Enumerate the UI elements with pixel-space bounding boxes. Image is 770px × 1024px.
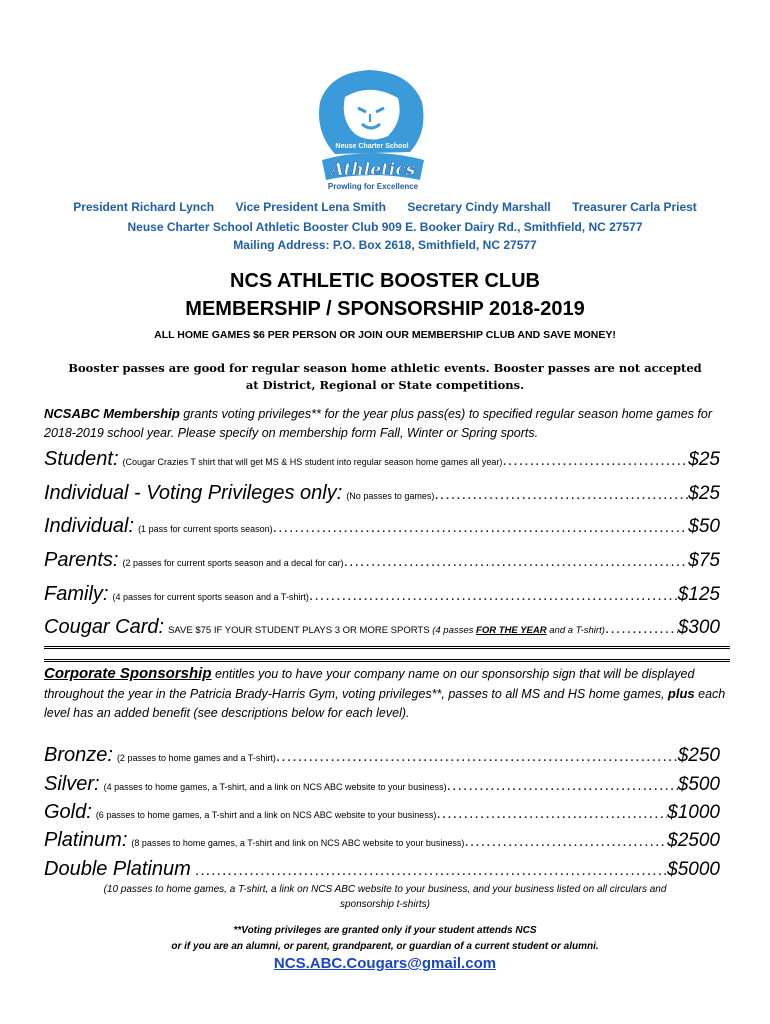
dot-leader [309, 587, 678, 605]
sponsor-bronze [44, 744, 720, 767]
tier-parents [44, 549, 720, 572]
tier-label: Individual - Voting Privileges only: [44, 482, 343, 504]
dot-leader [434, 486, 688, 504]
sponsor-gold [44, 801, 720, 824]
contact-email-link[interactable]: NCS.ABC.Cougars@gmail.com [273, 955, 497, 972]
membership-intro-bold: NCSABC Membership [44, 406, 180, 421]
sponsor-label: Platinum: [44, 829, 128, 851]
sponsor-label: Silver: [44, 773, 100, 795]
sponsor-price: $5000 [667, 859, 720, 880]
corporate-intro-plus: plus [667, 686, 695, 701]
voting-note [0, 923, 770, 955]
sponsor-label: Gold: [44, 801, 92, 823]
page-title: NCS ATHLETIC BOOSTER CLUB [230, 270, 540, 292]
officer-secretary: Secretary Cindy Marshall [407, 200, 551, 214]
athletics-logo [300, 62, 445, 192]
mailing-address: Mailing Address: P.O. Box 2618, Smithfield, NC 27577 [233, 238, 537, 252]
tier-detail: (1 pass for current sports season) [138, 524, 273, 534]
sponsor-double-platinum [44, 858, 720, 881]
booster-pass-note: Booster passes are good for regular season home athletic events. Booster passes are not accepted at District, Regional or State competitions. [68, 361, 702, 392]
sponsor-detail: (8 passes to home games, a T-shirt and link on NCS ABC website to your business) [131, 838, 465, 848]
cougar-detail-b: (4 passes [432, 625, 477, 636]
corporate-intro-text-1: entitles you to have your company name on our sponsorship sign that will be displayed throughout the year in the Patricia Brady-Harris Gym, voting privileges**, passes to all MS and HS home games, [44, 667, 695, 701]
tier-detail [168, 625, 605, 636]
tier-price: $25 [688, 449, 720, 470]
tier-price: $25 [688, 483, 720, 504]
sponsor-label: Bronze: [44, 744, 113, 766]
sponsor-price: $2500 [667, 830, 720, 851]
voting-note-line-1: **Voting privileges are granted only if your student attends NCS [233, 925, 537, 936]
officers-line [0, 200, 770, 214]
sponsor-detail: (2 passes to home games and a T-shirt) [116, 753, 276, 763]
sponsor-price: $250 [677, 745, 720, 766]
corporate-intro [44, 664, 734, 723]
home-games-notice: ALL HOME GAMES $6 PER PERSON OR JOIN OUR MEMBERSHIP CLUB AND SAVE MONEY! [154, 329, 616, 341]
dot-leader [273, 519, 689, 537]
corporate-intro-text-2: each level has an added benefit (see descriptions below for each level). [44, 687, 726, 720]
sponsor-detail: (6 passes to home games, a T-shirt and a link on NCS ABC website to your business) [95, 810, 437, 820]
tier-detail: (No passes to games) [346, 491, 435, 501]
cougar-detail-c: and a T-shirt) [546, 625, 605, 636]
dot-leader [436, 805, 667, 823]
page-subtitle-title: MEMBERSHIP / SPONSORSHIP 2018-2019 [185, 298, 585, 320]
tier-individual-voting [44, 482, 720, 505]
tier-label: Cougar Card: [44, 616, 165, 638]
membership-intro-text: grants voting privileges** for the year plus pass(es) to specified regular season home games for 2018-2019 school year. Please specify on membership form Fall, Winter or Spring sports. [44, 407, 713, 440]
club-address: Neuse Charter School Athletic Booster Club 909 E. Booker Dairy Rd., Smithfield, NC 27577 [127, 220, 643, 234]
tier-price: $125 [677, 584, 720, 605]
cougar-detail-a: SAVE $75 IF YOUR STUDENT PLAYS 3 OR MORE SPORTS [168, 625, 430, 636]
dot-leader [605, 620, 678, 638]
officer-president: President Richard Lynch [73, 200, 215, 214]
membership-intro [44, 404, 734, 443]
tier-cougar-card [44, 616, 720, 639]
tier-individual [44, 515, 720, 538]
cougar-detail-emph: FOR THE YEAR [476, 625, 547, 636]
tier-price: $50 [688, 516, 720, 537]
dot-leader [502, 452, 688, 470]
tier-detail: (Cougar Crazies T shirt that will get MS & HS student into regular season home games all year) [122, 457, 503, 467]
corporate-intro-bold: Corporate Sponsorship [44, 665, 212, 682]
tier-price: $300 [677, 617, 720, 638]
sponsor-platinum [44, 829, 720, 852]
officer-treasurer: Treasurer Carla Priest [572, 200, 697, 214]
dot-leader [464, 833, 667, 851]
sponsor-price: $500 [677, 774, 720, 795]
sponsor-price: $1000 [667, 802, 720, 823]
tier-label: Student: [44, 448, 119, 470]
tier-label: Family: [44, 583, 109, 605]
section-divider [44, 646, 730, 662]
officer-vice-president: Vice President Lena Smith [235, 200, 386, 214]
sponsor-label: Double Platinum [44, 858, 191, 880]
tier-family [44, 583, 720, 606]
tier-price: $75 [688, 550, 720, 571]
tier-detail: (4 passes for current sports season and a T-shirt) [112, 592, 309, 602]
double-platinum-note: (10 passes to home games, a T-shirt, a link on NCS ABC website to your business, and your business listed on all circulars and sponsorship t-shirts) [103, 884, 667, 910]
tier-detail: (2 passes for current sports season and a decal for car) [122, 558, 344, 568]
dot-leader [276, 748, 678, 766]
dot-leader [344, 553, 689, 571]
logo-athletics-text: Athletics [330, 160, 416, 180]
dot-leader [195, 862, 667, 880]
tier-label: Individual: [44, 515, 135, 537]
logo-school-text: Neuse Charter School [335, 143, 409, 150]
sponsor-silver [44, 773, 720, 796]
tier-student [44, 448, 720, 471]
tier-label: Parents: [44, 549, 119, 571]
dot-leader [447, 777, 678, 795]
logo-tagline: Prowling for Excellence [327, 182, 419, 191]
sponsor-detail: (4 passes to home games, a T-shirt, and a link on NCS ABC website to your business) [103, 782, 447, 792]
voting-note-line-2: or if you are an alumni, or parent, grandparent, or guardian of a current student or alumni. [171, 941, 599, 952]
